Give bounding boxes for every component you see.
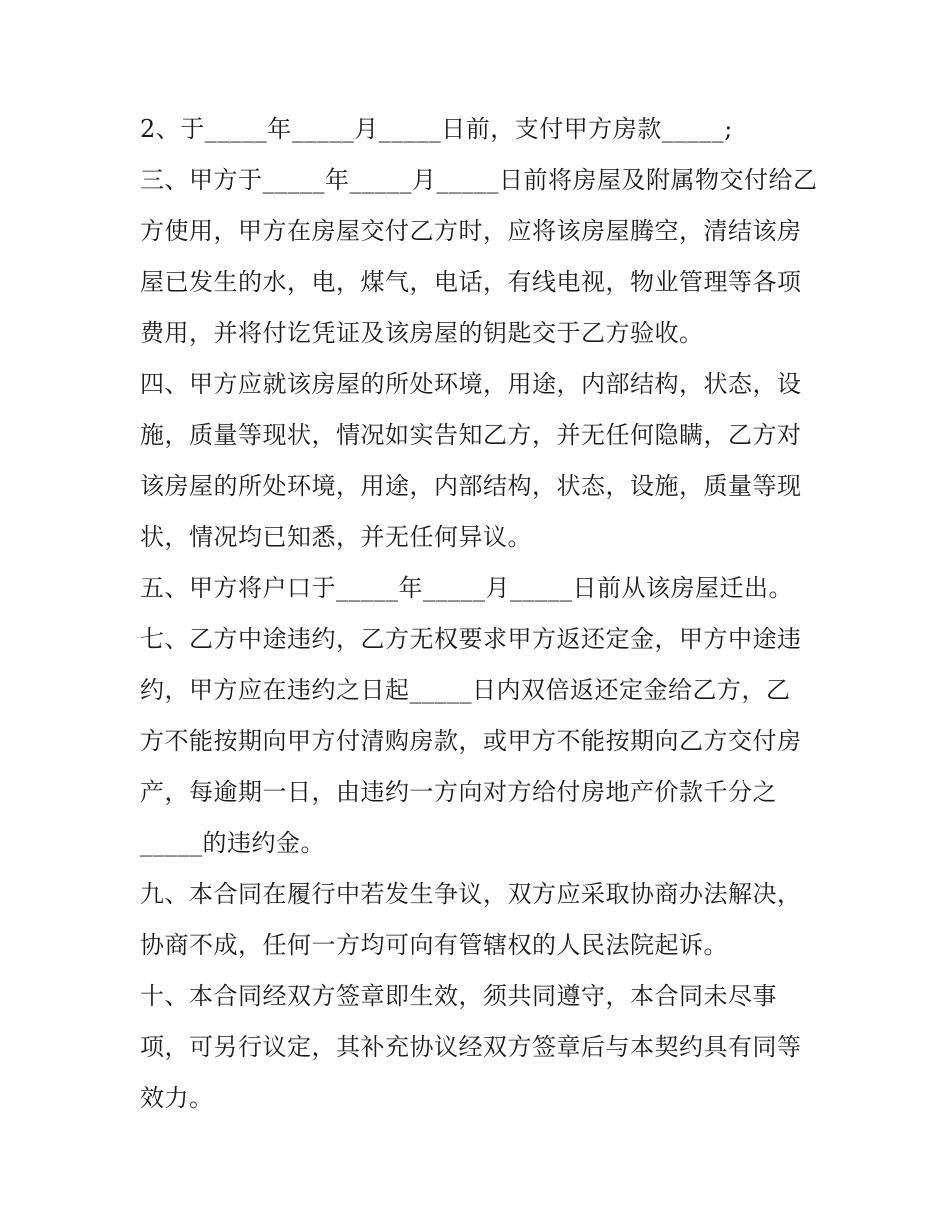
- contract-line-clause-4-cont: 该房屋的所处环境，用途，内部结构，状态，设施，质量等现: [140, 472, 802, 500]
- contract-line-clause-3-cont: 费用，并将付讫凭证及该房屋的钥匙交于乙方验收。: [140, 319, 704, 347]
- contract-text: [140, 104, 820, 1124]
- contract-line-clause-7: 七、乙方中途违约，乙方无权要求甲方返还定金，甲方中途违: [140, 625, 802, 653]
- contract-line-clause-5: 五、甲方将户口于_____年_____月_____日前从该房屋迁出。: [140, 574, 793, 602]
- contract-line-clause-4-cont: 施，质量等现状，情况如实告知乙方，并无任何隐瞒，乙方对: [140, 421, 802, 449]
- contract-line-clause-7-cont: 约，甲方应在违约之日起_____日内双倍返还定金给乙方，乙: [140, 676, 791, 704]
- contract-line-clause-4: 四、甲方应就该房屋的所处环境，用途，内部结构，状态，设: [140, 370, 802, 398]
- contract-line-clause-3-cont: 方使用，甲方在房屋交付乙方时，应将该房屋腾空，清结该房: [140, 217, 802, 245]
- contract-line-clause-2-payment: 2、于_____年_____月_____日前，支付甲方房款_____;: [140, 115, 733, 143]
- contract-line-clause-7-cont: 方不能按期向甲方付清购房款，或甲方不能按期向乙方交付房: [140, 727, 802, 755]
- contract-line-clause-7-cont: 产，每逾期一日，由违约一方向对方给付房地产价款千分之: [140, 778, 777, 806]
- contract-line-clause-10-cont: 项，可另行议定，其补充协议经双方签章后与本契约具有同等: [140, 1033, 802, 1061]
- contract-line-clause-3-cont: 屋已发生的水，电，煤气，电话，有线电视，物业管理等各项: [140, 268, 802, 296]
- contract-line-clause-4-cont: 状，情况均已知悉，并无任何异议。: [140, 523, 532, 551]
- contract-line-clause-10: 十、本合同经双方签章即生效，须共同遵守，本合同未尽事: [140, 982, 777, 1010]
- contract-line-clause-10-cont: 效力。: [140, 1084, 214, 1112]
- contract-line-clause-7-cont: _____的违约金。: [140, 829, 325, 857]
- contract-line-clause-9-cont: 协商不成，任何一方均可向有管辖权的人民法院起诉。: [140, 931, 728, 959]
- contract-line-clause-3: 三、甲方于_____年_____月_____日前将房屋及附属物交付给乙: [140, 166, 818, 194]
- contract-line-clause-9: 九、本合同在履行中若发生争议，双方应采取协商办法解决，: [140, 880, 802, 908]
